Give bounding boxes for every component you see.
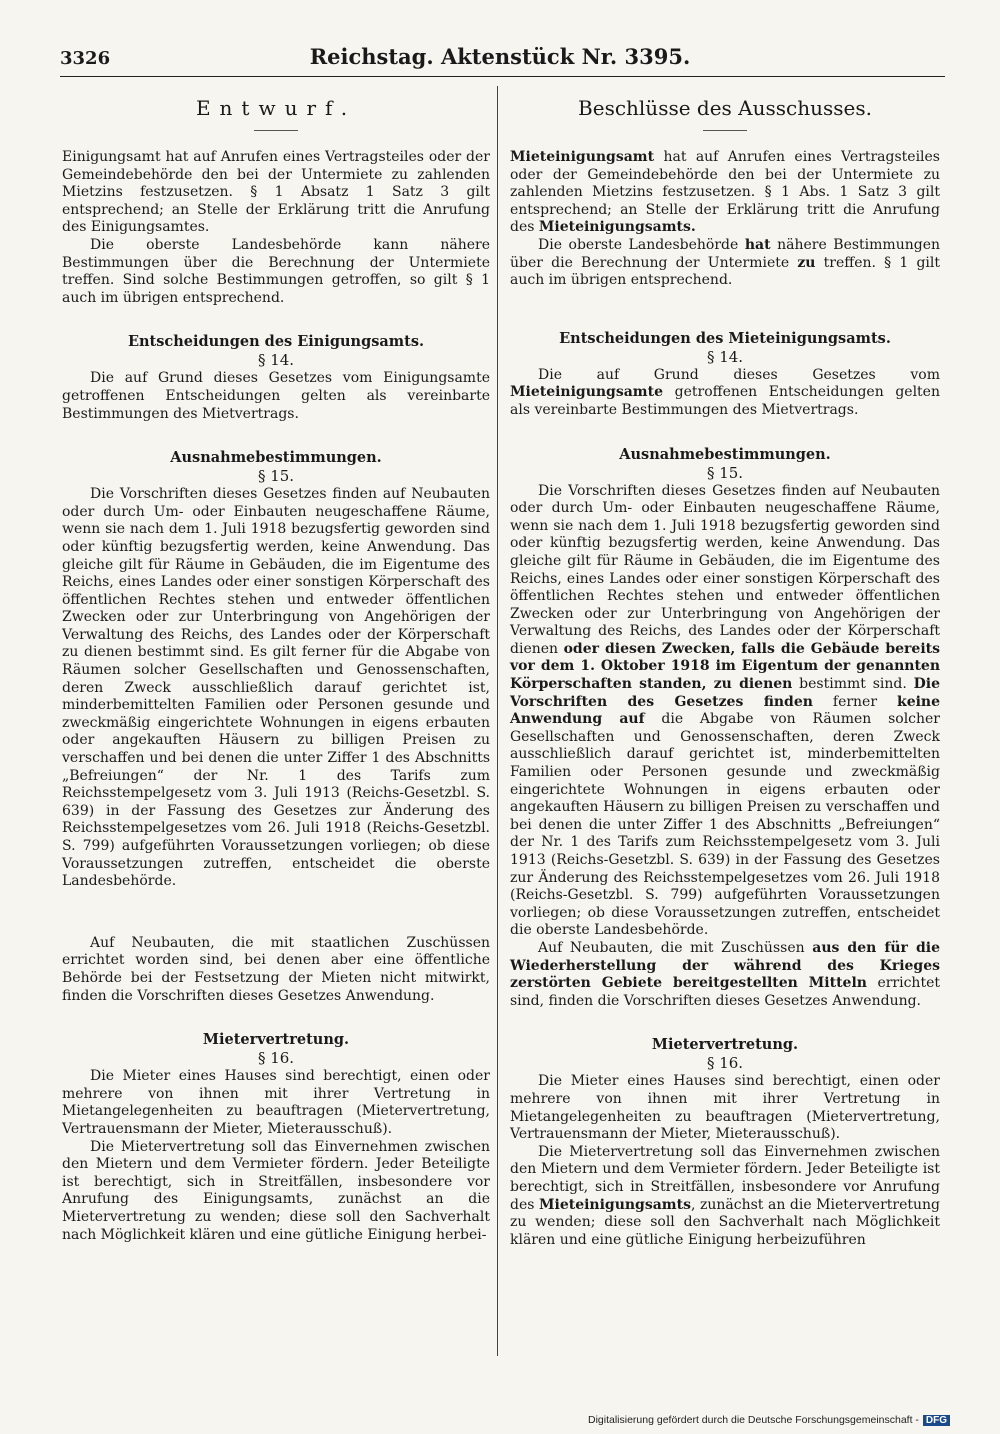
column-divider [497,86,498,1356]
amendment-bold: aus den für die Wiederherstellung der während des Krieges zerstörten Gebiete bereitgestellten Mitteln [510,939,940,992]
right-section-15-number: § 15. [706,463,744,482]
left-paragraph-2: Die oberste Landesbehörde kann nähere Bestimmungen über die Berechnung der Untermiete treffen. Sind solche Bestimmungen getroffen, so gilt § 1 auch im übrigen entsprechend. [62,236,490,306]
text-run: Die oberste Landesbehörde [538,236,745,253]
text-run: treffen. § 1 gilt auch im übrigen entsprechend. [510,254,940,289]
amendment-bold: Mieteinigungsamte [510,384,663,401]
text-run: Die Mietervertretung soll das Einvernehmen zwischen den Mietern und dem Vermieter fördern. Jeder Beteiligte ist berechtigt, sich in Streitfällen, insbesondere vor Anrufung des [510,1143,940,1213]
right-section-16-number: § 16. [706,1054,744,1073]
amendment-bold: Die Vorschriften des Gesetzes finden [510,676,940,710]
text-run: ferner [812,693,897,710]
dfg-logo: DFG [923,1415,950,1426]
left-section-16-number: § 16. [257,1049,295,1068]
page-number: 3326 [60,48,111,69]
right-heading-rule [703,130,747,131]
right-section-15-text [510,483,940,940]
text-run: errichtet sind, finden die Vorschriften dieses Gesetzes Anwendung. [510,975,940,1009]
left-heading-rule [254,130,298,131]
header-rule [60,76,945,77]
text-run: nähere Bestimmungen über die Berechnung der Untermiete [510,236,940,271]
left-section-14-title: Entscheidungen des Einigungsamts. [127,333,425,351]
amendment-bold: hat [744,236,771,253]
page-title: Reichstag. Aktenstück Nr. 3395. [309,44,691,69]
left-section-16-paragraph-2: Die Mietervertretung soll das Einvernehmen zwischen den Mietern und dem Vermieter fördern. Jeder Beteiligte ist berechtigt, sich in Streitfällen, insbesondere vor Anrufung des Einigungsamts, zunächst an die Mietervertretung zu wenden; diese soll den Sachverhalt nach Möglichkeit klären und eine gütliche Einigung herbei- [62,1138,490,1243]
text-run: Auf Neubauten, die mit Zuschüssen [538,939,813,956]
left-section-15-text: Die Vorschriften dieses Gesetzes finden auf Neubauten oder durch Um- oder Einbauten neugeschaffene Räume, wenn sie nach dem 1. Juli 1918 bezugsfertig geworden sind oder künftig bezugsfertig werden, keine Anwendung. Das gleiche gilt für Räume in Gebäuden, die im Eigentume des Reichs, eines Landes oder einer sonstigen Körperschaft des öffentlichen Rechtes stehen und entweder öffentlichen Zwecken oder zur Unterbringung von Angehörigen der Verwaltung des Reichs, des Landes oder der Körperschaft zu dienen bestimmt sind. Es gilt ferner für die Abgabe von Räumen solcher Gesellschaften und Genossenschaften, deren Zweck ausschließlich darauf gerichtet ist, minderbemittelten Familien oder Personen gesunde und zweckmäßig eingerichtete Wohnungen in eigens erbauten oder angekauften Häusern zu billigen Preisen zu verschaffen und bei denen die unter Ziffer 1 des Abschnitts „Befreiungen“ der Nr. 1 des Tarifs zum Reichsstempelgesetz vom 3. Juli 1913 (Reichs-Gesetzbl. S. 639) in der Fassung des Gesetzes zur Änderung des Reichsstempelgesetzes vom 26. Juli 1918 (Reichs-Gesetzbl. S. 799) aufgeführten Voraussetzungen vorliegen; ob diese Voraussetzungen zutreffen, entscheidet die oberste Landesbehörde. [62,486,490,890]
amendment-bold: zu [797,254,816,271]
left-section-15-title: Ausnahmebestimmungen. [170,449,382,467]
right-column [510,92,940,1249]
right-section-16-title: Mietervertretung. [651,1036,799,1054]
amendment-bold: Mieteinigungsamt [510,149,655,165]
right-section-15-text-2 [510,940,940,1010]
left-column [62,92,490,1244]
footer-text: Digitalisierung gefördert durch die Deutsche Forschungsgemeinschaft - [588,1414,919,1426]
right-section-14-text [510,367,940,420]
left-section-16-title: Mietervertretung. [202,1031,350,1049]
text-run: die Abgabe von Räumen solcher Gesellschaften und Genossenschaften, deren Zweck ausschließlich darauf gerichtet ist, minderbemittelten Familien oder Personen gesunde und zweckmäßig eingerichtete Wohnungen in eigens erbauten oder angekauften Häusern zu billigen Preisen zu verschaffen und bei denen die unter Ziffer 1 des Abschnitts „Befreiungen“ der Nr. 1 des Tarifs zum Reichsstempelgesetz vom 3. Juli 1913 (Reichs-Gesetzbl. S. 639) in der Fassung des Gesetzes zur Änderung des Reichsstempelgesetzes vom 26. Juli 1918 (Reichs-Gesetzbl. S. 799) aufgeführten Voraussetzungen vorliegen; ob diese Voraussetzungen zutreffen, entscheidet die oberste Landesbehörde. [510,711,941,939]
amendment-bold: keine Anwendung auf [510,693,941,728]
text-run: hat auf Anrufen eines Vertragsteiles oder der Gemeindebehörde den bei der Untermiete zu zahlenden Mietzins festzusetzen. § 1 Abs. 1 Satz 3 gilt entsprechend; an Stelle der Erklärung tritt die Anrufung des [510,149,940,236]
left-paragraph-1: Einigungsamt hat auf Anrufen eines Vertragsteiles oder der Gemeindebehörde den bei der Untermiete zu zahlenden Mietzins festzusetzen. § 1 Absatz 1 Satz 3 gilt entsprechend; an Stelle der Erklärung tritt die Anrufung des Einigungsamtes. [62,149,490,236]
left-section-15-number: § 15. [257,467,295,486]
right-paragraph-1 [510,149,940,237]
text-run: getroffenen Entscheidungen gelten als vereinbarte Bestimmungen des Mietvertrags. [510,384,940,418]
text-run: bestimmt sind. [792,676,914,693]
right-section-14-title: Entscheidungen des Mieteinigungsamts. [559,329,891,347]
left-column-heading: Entwurf. [195,96,357,120]
amendment-bold: oder diesen Zwecken, falls die Gebäude bereits vor dem 1. Oktober 1918 im Eigentum der genannten Körperschaften standen, zu dienen [510,640,941,693]
digitization-footer [588,1414,950,1426]
left-section-14-text: Die auf Grund dieses Gesetzes vom Einigungsamte getroffenen Entscheidungen gelten als vereinbarte Bestimmungen des Mietvertrags. [62,370,490,422]
right-section-15-title: Ausnahmebestimmungen. [619,445,831,463]
left-section-15-text-2: Auf Neubauten, die mit staatlichen Zuschüssen errichtet worden sind, bei denen aber eine öffentliche Behörde bei der Festsetzung der Mieten nicht mitwirkt, finden die Vorschriften dieses Gesetzes Anwendung. [62,934,490,1004]
text-run: Die Vorschriften dieses Gesetzes finden auf Neubauten oder durch Um- oder Einbauten neugeschaffene Räume, wenn sie nach dem 1. Juli 1918 bezugsfertig geworden sind oder künftig bezugsfertig werden, keine Anwendung. Das gleiche gilt für Räume in Gebäuden, die im Eigentume des Reichs, eines Landes oder einer sonstigen Körperschaft des öffentlichen Rechtes stehen und entweder öffentlichen Zwecken oder zur Unterbringung von Angehörigen der Verwaltung des Reichs, des Landes oder der Körperschaft dienen [510,482,940,657]
amendment-bold: Mieteinigungsamts [539,1196,691,1213]
amendment-bold: Mieteinigungsamts. [538,219,696,236]
right-section-14-number: § 14. [706,347,744,366]
right-section-16-paragraph-2 [510,1144,940,1250]
left-section-14-number: § 14. [257,351,295,370]
right-column-heading: Beschlüsse des Ausschusses. [578,96,872,120]
right-section-16-paragraph-1: Die Mieter eines Hauses sind berechtigt, einen oder mehrere von ihnen mit ihrer Vertretung in Mietangelegenheiten zu beauftragen (Mietervertretung, Vertrauensmann der Mieter, Mieterausschuß). [510,1073,940,1143]
page-header [60,44,940,74]
text-run: Die auf Grund dieses Gesetzes vom [538,366,940,383]
text-run: , zunächst an die Mietervertretung zu wenden; diese soll den Sachverhalt nach Möglichkeit klären und eine gütliche Einigung herbeizuführen [510,1196,940,1248]
right-paragraph-2 [510,237,940,290]
left-section-16-paragraph-1: Die Mieter eines Hauses sind berechtigt, einen oder mehrere von ihnen mit ihrer Vertretung in Mietangelegenheiten zu beauftragen (Mietervertretung, Vertrauensmann der Mieter, Mieterausschuß). [62,1068,490,1137]
